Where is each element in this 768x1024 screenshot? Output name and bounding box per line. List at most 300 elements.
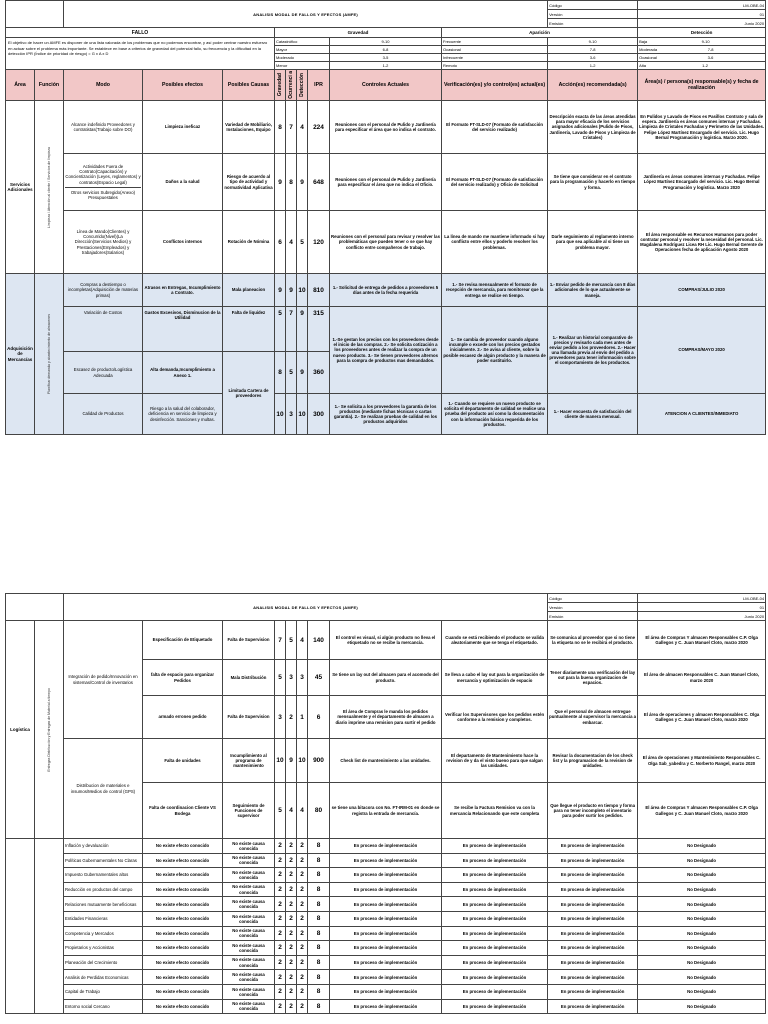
controles-cell: Reuniones con el personal para revisar y resolver las problemáticas que pueden tener o se que hay conflicto entre compañeros de trabajo.	[330, 211, 442, 274]
acciones-cell: 1.- Enviar pedido de mercancía con 8 días adicionales de lo que actualmente se maneja.	[548, 274, 638, 307]
ocurrencia-value: 2	[286, 984, 297, 999]
verificacion-cell: El Formato FT-SLD-07 (Formato de satisfacción del servicio realizado)	[442, 101, 548, 154]
gravedad-value: 9	[275, 154, 286, 211]
table-row	[6, 970, 766, 985]
ipr-value: 8	[308, 853, 330, 868]
modo-cell: Reducción en productos del campo	[64, 882, 143, 897]
responsable-cell: No Designado	[638, 941, 766, 956]
efecto-cell: Riesgo a la salud del colaborador, deficiencia en servicio de limpieza y desinfección. Sanciones y multas.	[143, 394, 223, 435]
responsable-cell: COMPRAS/MAYO 2020	[638, 307, 766, 394]
meta-label: Código	[548, 1, 638, 10]
scale-label: Mayor	[275, 46, 330, 54]
causa-cell: Seguimiento de Funciones de supervisor	[223, 783, 275, 839]
causa-cell: No existe causa conocida	[223, 926, 275, 941]
acciones-cell: Revisar la documentacion de los check list y la programacion de la revision de unidades.	[548, 739, 638, 783]
controles-cell: En proceso de implementación	[330, 984, 442, 999]
table-row	[6, 839, 766, 854]
deteccion-value: 9	[297, 307, 308, 352]
causa-cell: Incumplimiento al programa de mantenimiento	[223, 739, 275, 783]
ocurrencia-value: 4	[286, 783, 297, 839]
gravedad-value: 2	[275, 984, 286, 999]
scale-deteccion	[638, 46, 766, 54]
modo-text: Actividades Fuera de Contrato(Capacitación) y Concientización (Leyes, reglamentos) y contratos(Espacio Legal)	[65, 164, 141, 187]
ipr-value: 8	[308, 882, 330, 897]
causa-cell: Riesgo de acuerdo al tipo de actividad y normatividad Aplicativa	[223, 154, 275, 211]
acciones-cell: Descripción exacta de las áreas atendidas para mayor eficacia de los servicios asignados adicionales (Pulido de Pisos, Jardinería, Lavado de Pisos y Limpieza de Cristales)	[548, 101, 638, 154]
ocurrencia-value: 9	[286, 739, 297, 783]
funcion-logistica	[35, 621, 64, 839]
meta-label: Emisión	[548, 19, 638, 28]
gravedad-value: 3	[275, 696, 286, 739]
acciones-cell: En proceso de implementación	[548, 882, 638, 897]
ocurrencia-value: 3	[286, 660, 297, 696]
gravedad-value: 8	[275, 101, 286, 154]
responsable-cell: El área responsable es Recursos Humanos para poder contratar personal y resolver la necesidad del personal. Lic. Magdalena Rodríguez Licea RH Lic. Hugo Bernal Gerente de Operaciones fecha de aplicación Agosto 2020	[638, 211, 766, 274]
acciones-cell: En proceso de implementación	[548, 984, 638, 999]
verificacion-cell: 1.- Se cambia de proveedor cuando alguno incumple o excede con los precios gestados inicialmente. 2.- Se avisa al cliente, sobre la posible escasez de algún producto y la manera de poder sustituirlo.	[442, 307, 548, 394]
responsable-cell: COMPRAS/JULIO 2020	[638, 274, 766, 307]
gravedad-value: 2	[275, 911, 286, 926]
verificacion-cell: En proceso de implementación	[442, 926, 548, 941]
efecto-cell: No existe efecto conocido	[143, 882, 223, 897]
scale-label: Menor	[275, 62, 330, 70]
externos-section	[6, 839, 766, 1014]
ipr-value: 8	[308, 984, 330, 999]
header-acciones: Acción(es) recomendada(s)	[548, 70, 638, 101]
responsable-cell: El área de operaciones y Mantenimiento Responsables C. Olga Sab_yabedra y C. Norberto Rangel, marzo 2020	[638, 739, 766, 783]
table-row	[6, 955, 766, 970]
verificacion-cell: En proceso de implementación	[442, 999, 548, 1014]
scale-label: Moderado	[275, 54, 330, 62]
gravedad-value: 5	[275, 660, 286, 696]
header-ocurrencia	[286, 70, 297, 101]
gravedad-value: 8	[275, 352, 286, 394]
responsable-cell: El área de operaciones y almacen Responsables C. Olga Gallegos y C. Juan Manuel Cloto, marzo 2020	[638, 696, 766, 739]
causa-cell: No existe causa conocida	[223, 999, 275, 1014]
verificacion-cell: En proceso de implementación	[442, 941, 548, 956]
acciones-cell: En proceso de implementación	[548, 868, 638, 883]
deteccion-value: 2	[297, 926, 308, 941]
ipr-value: 80	[308, 783, 330, 839]
header-ipr: IPR	[308, 70, 330, 101]
ipr-value: 120	[308, 211, 330, 274]
modo-cell: Entidades Financieras	[64, 911, 143, 926]
controles-cell: En proceso de implementación	[330, 970, 442, 985]
scale-value: 1-2	[330, 62, 442, 70]
scale-label: Frecuente	[442, 38, 548, 46]
ipr-value: 8	[308, 897, 330, 912]
meta-label: Código	[548, 594, 638, 603]
ipr-value: 648	[308, 154, 330, 211]
ipr-value: 900	[308, 739, 330, 783]
causa-cell: Falta de Supervision	[223, 696, 275, 739]
verificacion-cell: El Formato FT-SLD-07 (Formato de satisfacción del servicio realizado) y Oficio de Solicitud	[442, 154, 548, 211]
deteccion-value: 2	[297, 897, 308, 912]
causa-cell: No existe causa conocida	[223, 868, 275, 883]
ipr-value: 6	[308, 696, 330, 739]
table-row	[6, 211, 766, 274]
meta-value: LM-OBE-04	[638, 1, 766, 10]
scale-value: 3-6	[548, 54, 638, 62]
verificacion-cell: Se recibe la Factura Remision va con la mercancía Relacionando que este completa	[442, 783, 548, 839]
responsable-cell: No Designado	[638, 853, 766, 868]
ocurrencia-value: 2	[286, 696, 297, 739]
efecto-cell: Gastos Excesivos, Disminucion de la Utilidad	[143, 307, 223, 352]
efecto-cell: Especificación de Etiquetado	[143, 621, 223, 660]
deteccion-value: 4	[297, 621, 308, 660]
ocurrencia-value: 5	[286, 621, 297, 660]
table-row	[6, 868, 766, 883]
modo-cell: Variación de Costos	[64, 307, 143, 352]
causa-cell: No existe causa conocida	[223, 882, 275, 897]
ocurrencia-value: 4	[286, 211, 297, 274]
funcion-externos	[35, 839, 64, 1014]
header-area: Área	[6, 70, 35, 101]
deteccion-value: 10	[297, 394, 308, 435]
efecto-cell: No existe efecto conocido	[143, 926, 223, 941]
ocurrencia-value: 2	[286, 868, 297, 883]
deteccion-value: 9	[297, 352, 308, 394]
controles-cell: El área de Compras le manda los pedidos mensualmente y el departamento de almacen a diario imprime una remision para surtir el pedido	[330, 696, 442, 739]
scale-value: 9-10	[330, 38, 442, 46]
deteccion-value: 9	[297, 154, 308, 211]
ocurrencia-value: 9	[286, 274, 297, 307]
controles-cell: En proceso de implementación	[330, 897, 442, 912]
ocurrencia-value: 3	[286, 394, 297, 435]
efecto-cell: No existe efecto conocido	[143, 941, 223, 956]
scale-value: 3-6	[707, 54, 714, 60]
acciones-cell: Que llegue el producto en tiempo y forma para no tener incompleto el inventario para poder surtir los pedidos.	[548, 783, 638, 839]
modo-cell: Planeación del Crecimiento	[64, 955, 143, 970]
ipr-value: 8	[308, 926, 330, 941]
table-row	[6, 941, 766, 956]
causa-cell: No existe causa conocida	[223, 853, 275, 868]
deteccion-value: 10	[297, 739, 308, 783]
acciones-cell: En proceso de implementación	[548, 926, 638, 941]
verificacion-cell: Se lleva a cabo el lay out para la organización de mercancía y optimización de espacio	[442, 660, 548, 696]
ipr-value: 224	[308, 101, 330, 154]
efecto-cell: Conflictos internos	[143, 211, 223, 274]
ocurrencia-value: 2	[286, 926, 297, 941]
aparicion-scale-title: Aparición	[442, 28, 638, 38]
responsable-cell: No Designado	[638, 882, 766, 897]
controles-cell: 1.- Solicitud de entrega de pedidos a proveedores 5 días antes de la fecha requerida	[330, 274, 442, 307]
meta-label: Versión	[548, 603, 638, 612]
efecto-cell: armado erroneo pedido	[143, 696, 223, 739]
causa-cell: Limitada Cartera de proveedores	[223, 352, 275, 435]
gravedad-value: 2	[275, 970, 286, 985]
causa-cell: No existe causa conocida	[223, 955, 275, 970]
acciones-cell: 1.- Realizar un historial comparativo de precios y revisarlo cada mes antes de enviar pedido a los proveedores. 2.- Hacer una llamada previa al envío del pedido a proveedores para tener información sobre el comportamiento de los productos.	[548, 307, 638, 394]
acciones-cell: Tener diariamente una verificación del lay out para la buena organizacion de espacios.	[548, 660, 638, 696]
modo-cell: Entorno social Cercano	[64, 999, 143, 1014]
verificacion-cell: En proceso de implementación	[442, 897, 548, 912]
ocurrencia-value: 2	[286, 941, 297, 956]
deteccion-value: 2	[297, 955, 308, 970]
table-row	[6, 984, 766, 999]
area-servicios: Servicios Adicionales	[6, 101, 35, 274]
acciones-cell: En proceso de implementación	[548, 853, 638, 868]
modo-cell: Competencia y Mercados	[64, 926, 143, 941]
acciones-cell: En proceso de implementación	[548, 941, 638, 956]
page-title: ANALISIS MODAL DE FALLOS Y EFECTOS (AMFE)	[64, 1, 548, 28]
deteccion-value: 1	[297, 696, 308, 739]
meta-value: Junio 2020	[638, 612, 766, 621]
header-responsable: Área(s) / persona(s) responsable(s) y fecha de realización	[638, 70, 766, 101]
efecto-cell: No existe efecto conocido	[143, 984, 223, 999]
table-row	[6, 926, 766, 941]
efecto-cell: Limpieza ineficaz	[143, 101, 223, 154]
header-verificacion: Verificación(es) y/o control(es) actual(es)	[442, 70, 548, 101]
meta-label: Versión	[548, 10, 638, 19]
ipr-value: 8	[308, 999, 330, 1014]
controles-cell: Reuniones con el personal de Pulido y Jardinería para especificar el área que no indica el Oficio.	[330, 154, 442, 211]
modo-cell: Analisis de Perdidas Economicas	[64, 970, 143, 985]
modo-cell: Alcance indefinido Proveedores y contratistas(Trabajo sobre DO)	[64, 101, 143, 154]
efecto-cell: Alta demanda,Incumplimiento a Anexo 1.	[143, 352, 223, 394]
acciones-cell: En proceso de implementación	[548, 955, 638, 970]
deteccion-value: 2	[297, 868, 308, 883]
header-gravedad	[275, 70, 286, 101]
modo-cell: Distribucion de materiales e insumos/Medios de control (GPS)	[64, 739, 143, 839]
table-row	[6, 897, 766, 912]
gravedad-value: 7	[275, 621, 286, 660]
header-modo: Modo	[64, 70, 143, 101]
table-row	[6, 621, 766, 660]
ocurrencia-value: 2	[286, 955, 297, 970]
verificacion-cell: En proceso de implementación	[442, 955, 548, 970]
responsable-cell: No Designado	[638, 999, 766, 1014]
causa-cell: Falta de liquidez	[223, 307, 275, 352]
scale-deteccion	[638, 62, 766, 70]
deteccion-value: 2	[297, 941, 308, 956]
verificacion-cell: 1.- Se revisa mensualmente el formato de recepción de mercancía, para monitorear que la entrega se realice en tiempo.	[442, 274, 548, 307]
efecto-cell: Falta de coordinacion Cliente VS Bodega	[143, 783, 223, 839]
scale-label: Ocasional	[442, 46, 548, 54]
scale-label: Remoto	[442, 62, 548, 70]
page-title: ANALISIS MODAL DE FALLOS Y EFECTOS (AMFE)	[64, 594, 548, 621]
efecto-cell: No existe efecto conocido	[143, 868, 223, 883]
responsable-cell: No Designado	[638, 897, 766, 912]
causa-cell: No existe causa conocida	[223, 911, 275, 926]
efecto-cell: Atrasos en Entregas, Incumplimiento a Contrato.	[143, 274, 223, 307]
acciones-cell: Darle seguimiento al reglamento interno para que sea aplicable al si tiene un problema mayor.	[548, 211, 638, 274]
header-causas: Posibles Causas	[223, 70, 275, 101]
meta-label: Emisión	[548, 612, 638, 621]
ipr-value: 360	[308, 352, 330, 394]
deteccion-scale-title: Detección	[638, 28, 766, 38]
ipr-value: 8	[308, 955, 330, 970]
verificacion-cell: En proceso de implementación	[442, 839, 548, 854]
gravedad-value: 6	[275, 211, 286, 274]
gravedad-value: 2	[275, 882, 286, 897]
funcion-text: Planificar demanda y abastecimiento de almacenes	[47, 314, 51, 394]
gravedad-value: 2	[275, 955, 286, 970]
logo-cell	[6, 1, 64, 28]
ipr-value: 45	[308, 660, 330, 696]
scale-value: 6-8	[330, 46, 442, 54]
controles-cell: Check list de mantenimiento a las unidades.	[330, 739, 442, 783]
ocurrencia-value: 7	[286, 307, 297, 352]
gravedad-value: 10	[275, 739, 286, 783]
modo-cell: Relaciones mutuamente beneficiosas	[64, 897, 143, 912]
gravedad-value: 9	[275, 274, 286, 307]
causa-cell: Rotación de Nómina	[223, 211, 275, 274]
scale-value: 1-2	[548, 62, 638, 70]
controles-cell: Se tiene un lay out del almacen para el acomodo del producto.	[330, 660, 442, 696]
scale-value: 7-8	[707, 46, 714, 52]
deteccion-value: 5	[297, 211, 308, 274]
controles-cell: Reuniones con el personal de Pulido y Jardinería para especificar el área que no indica el contrato.	[330, 101, 442, 154]
scale-deteccion	[638, 38, 766, 46]
amfe-table-1	[5, 0, 766, 435]
controles-cell: El control es visual, si algún producto no lleva el etiquetado no se recibe la mercancía.	[330, 621, 442, 660]
meta-value: LM-OBE-04	[638, 594, 766, 603]
objective-text: El objetivo de hacer un AMFE es disponer de una lista valorada de los problemas que no podemos encontrar, y así poder centrar nuestro esfuerzo en actuar sobre el problema más importante. Se establece en base a criterios de gravedad del potencial fallo, su frecuencia y la dificultad en la detección IPR (Índice de prioridad de riesgo) = G x A x D	[6, 38, 275, 70]
modo-cell: Línea de Mando(Clientes) y Concurrido(Nivel)(La Dirección(Servicios Medios) y Prestaciones(Empleados) y trabajadores(Salarios)	[64, 211, 143, 274]
controles-cell: En proceso de implementación	[330, 868, 442, 883]
gravedad-value: 2	[275, 868, 286, 883]
ipr-value: 8	[308, 839, 330, 854]
table-row	[6, 739, 766, 783]
funcion-text: Limpieza / Atención al cliente / Servicios de limpieza	[47, 146, 51, 228]
ipr-value: 810	[308, 274, 330, 307]
ipr-value: 300	[308, 394, 330, 435]
meta-value: 01	[638, 10, 766, 19]
causa-cell: No existe causa conocida	[223, 970, 275, 985]
table-row	[6, 307, 766, 352]
deteccion-value: 3	[297, 660, 308, 696]
controles-cell: En proceso de implementación	[330, 911, 442, 926]
verificacion-cell: La línea de mando me mantiene informado si hay conflicto entre ellos y poderlo resolver los problemas.	[442, 211, 548, 274]
ocurrencia-value: 2	[286, 999, 297, 1014]
efecto-cell: No existe efecto conocido	[143, 897, 223, 912]
gravedad-scale-title: Gravedad	[275, 28, 442, 38]
modo-cell: Calidad de Productos	[64, 394, 143, 435]
responsable-cell: No Designado	[638, 839, 766, 854]
scale-value: 9-10	[701, 38, 710, 44]
scale-label: Catastrófico	[275, 38, 330, 46]
modo-cell: Impuesto Gubernamentales altos	[64, 868, 143, 883]
header-deteccion	[297, 70, 308, 101]
header-deteccion-text: Detección	[299, 73, 305, 97]
acciones-cell: Se tiene que considerar en el contrato para la programación y hacerlo en tiempo y forma.	[548, 154, 638, 211]
modo-cell: Escasez de producto/Logística Adecuada	[64, 352, 143, 394]
ipr-value: 8	[308, 941, 330, 956]
controles-cell: 1.-Se gestan los precios con los proveedores desde el inicio de las compras. 2.- Se solicita cotización a los proveedores antes de realizar la compra de un nuevo producto. 3.- Se tienen proveedores alternos para la compra de productos mas demandados.	[330, 307, 442, 394]
causa-cell: Mala Distribución	[223, 660, 275, 696]
gravedad-value: 2	[275, 897, 286, 912]
deteccion-value: 2	[297, 882, 308, 897]
gravedad-value: 5	[275, 307, 286, 352]
verificacion-cell: El departamento de Mantenimiento hace la revision de y da el visto bueno para que salgan las unidades.	[442, 739, 548, 783]
verificacion-cell: En proceso de implementación	[442, 868, 548, 883]
controles-cell: se tiene una bitacora con No. FT-IRM-01 en donde se registra la entrada de mercancía.	[330, 783, 442, 839]
deteccion-value: 2	[297, 853, 308, 868]
header-funcion: Función	[35, 70, 64, 101]
ocurrencia-value: 2	[286, 882, 297, 897]
gravedad-value: 2	[275, 999, 286, 1014]
responsable-cell: El área de almacen Responsables C. Juan Manuel Cloto, marzo 2020	[638, 660, 766, 696]
responsable-cell: El área de Compras Y almacen Responsables C.P. Olga Gallegos y C. Juan Manuel Cloto, marzo 2020	[638, 621, 766, 660]
responsable-cell: Jardinería es áreas comunes internas y Fachadas. Felipe López Martínez Encargado del servicio. Lic. Hugo Bernal Programación y logística. Marzo 2020	[638, 154, 766, 211]
gravedad-value: 2	[275, 839, 286, 854]
ocurrencia-value: 2	[286, 911, 297, 926]
ipr-value: 8	[308, 868, 330, 883]
ipr-value: 8	[308, 911, 330, 926]
ocurrencia-value: 2	[286, 839, 297, 854]
responsable-cell: No Designado	[638, 984, 766, 999]
efecto-cell: Falta de unidades	[143, 739, 223, 783]
deteccion-value: 2	[297, 970, 308, 985]
causa-cell: Falta de Supervision	[223, 621, 275, 660]
deteccion-value: 2	[297, 999, 308, 1014]
responsable-cell: No Designado	[638, 955, 766, 970]
deteccion-value: 4	[297, 783, 308, 839]
acciones-cell: En proceso de implementación	[548, 999, 638, 1014]
header-gravedad-text: Gravedad	[277, 73, 283, 97]
logo-cell	[6, 594, 64, 621]
modo-cell: Propietarios y Accionistas	[64, 941, 143, 956]
modo-cell: Inflación y devaluación	[64, 839, 143, 854]
efecto-cell: No existe efecto conocido	[143, 853, 223, 868]
table-row	[6, 999, 766, 1014]
acciones-cell: En proceso de implementación	[548, 911, 638, 926]
deteccion-value: 4	[297, 101, 308, 154]
table-row	[6, 394, 766, 435]
table-row	[6, 101, 766, 154]
deteccion-value: 2	[297, 984, 308, 999]
ocurrencia-value: 7	[286, 101, 297, 154]
efecto-cell: Daños a la salud	[143, 154, 223, 211]
causa-cell: No existe causa conocida	[223, 984, 275, 999]
responsable-cell: En Pulidos y Lavado de Pisos es Pasillos Contrato y sala de espera. Jardinería es áreas comunes internas y Fachadas. Limpieza de Cristales Fachadas y Perímetro de las Unidades. Felipe López Martínez Encargado del servicio. Lic. Hugo Bernal Programación y logística. Marzo 2020.	[638, 101, 766, 154]
efecto-cell: No existe efecto conocido	[143, 970, 223, 985]
controles-cell: En proceso de implementación	[330, 839, 442, 854]
modo-text: Otros servicios Subregido(Anexo) Presupuestales	[70, 189, 136, 200]
meta-value: 01	[638, 603, 766, 612]
responsable-cell: No Designado	[638, 911, 766, 926]
gravedad-value: 10	[275, 394, 286, 435]
ocurrencia-value: 2	[286, 970, 297, 985]
scale-deteccion	[638, 54, 766, 62]
header-efectos: Posibles efectos	[143, 70, 223, 101]
deteccion-value: 2	[297, 839, 308, 854]
efecto-cell: No existe efecto conocido	[143, 911, 223, 926]
verificacion-cell: En proceso de implementación	[442, 970, 548, 985]
causa-cell: Variedad de Mobiliario, Instalaciones, Equipo	[223, 101, 275, 154]
table-row	[6, 882, 766, 897]
ocurrencia-value: 2	[286, 853, 297, 868]
ipr-value: 315	[308, 307, 330, 352]
causa-cell: No existe causa conocida	[223, 941, 275, 956]
verificacion-cell: En proceso de implementación	[442, 984, 548, 999]
gravedad-value: 2	[275, 941, 286, 956]
scale-value: 9-10	[548, 38, 638, 46]
fallo-label: FALLO	[6, 28, 275, 38]
verificacion-cell: En proceso de implementación	[442, 911, 548, 926]
responsable-cell: No Designado	[638, 868, 766, 883]
area-adquisicion: Adquisición de Mercancías	[6, 274, 35, 435]
verificacion-cell: 1.- Cuando se requiere un nuevo producto se solicita el departamento de calidad se realice una prueba del producto así como la documentación con la información básica requerida de los productos.	[442, 394, 548, 435]
gravedad-value: 5	[275, 783, 286, 839]
controles-cell: En proceso de implementación	[330, 941, 442, 956]
scale-value: 1-2	[702, 62, 708, 68]
deteccion-value: 2	[297, 911, 308, 926]
responsable-cell: No Designado	[638, 926, 766, 941]
responsable-cell: No Designado	[638, 970, 766, 985]
modo-cell: Compras a destiempo o incompletas(Adquisición de materias primas)	[64, 274, 143, 307]
